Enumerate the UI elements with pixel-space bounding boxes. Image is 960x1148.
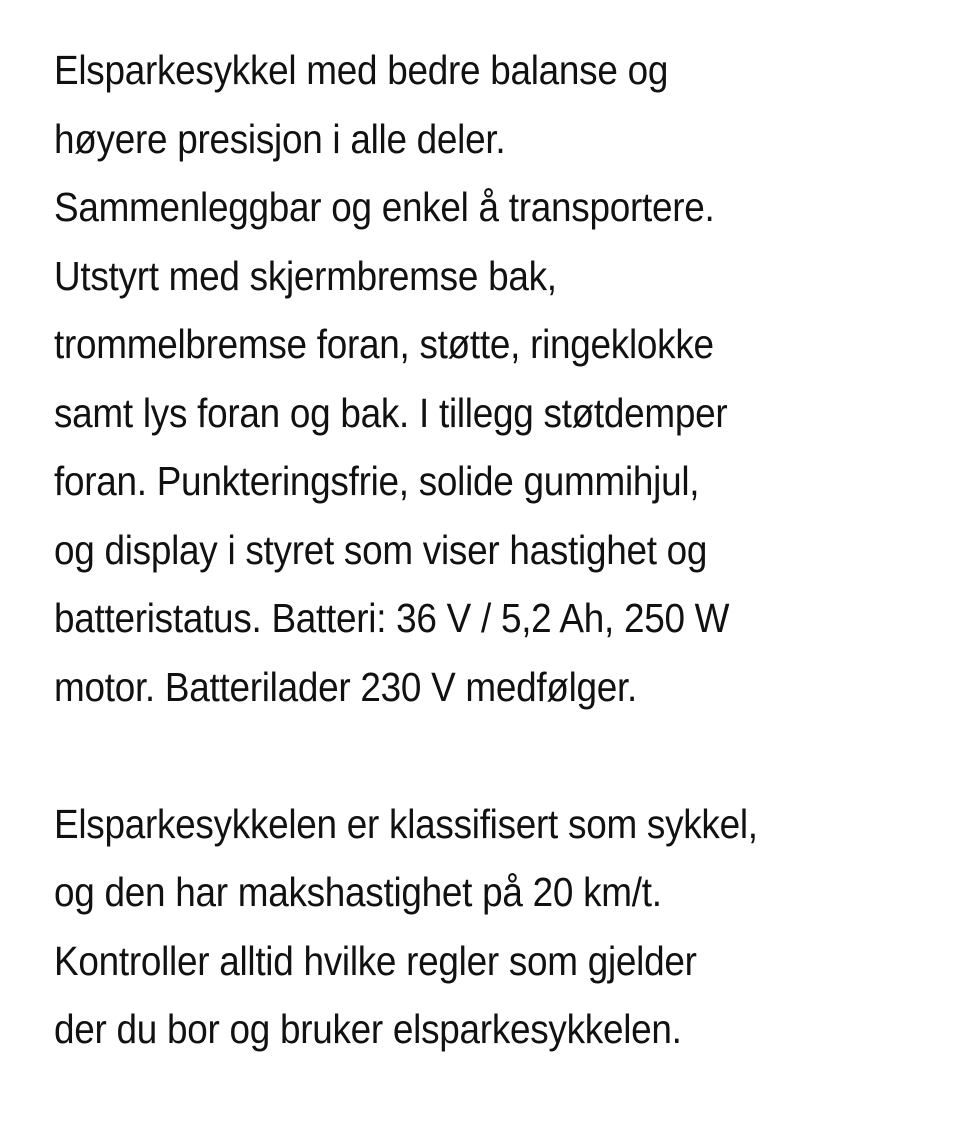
paragraph-spacer [54, 721, 954, 790]
text-line: og den har makshastighet på 20 km/t. [54, 869, 662, 915]
text-line: foran. Punkteringsfrie, solide gummihjul, [54, 458, 700, 504]
paragraph-product-features [54, 36, 954, 721]
text-line: Elsparkesykkelen er klassifisert som sykkel, [54, 800, 758, 847]
paragraph-legal-notice [54, 790, 954, 1064]
text-line: Sammenleggbar og enkel å transportere. [54, 184, 715, 230]
text-line: batteristatus. Batteri: 36 V / 5,2 Ah, 250 W [54, 595, 730, 641]
text-line: høyere presisjon i alle deler. [54, 115, 506, 162]
text-line: Kontroller alltid hvilke regler som gjelder [54, 937, 697, 984]
text-line: Elsparkesykkel med bedre balanse og [54, 47, 669, 93]
text-line: der du bor og bruker elsparkesykkelen. [54, 1006, 682, 1052]
text-line: og display i styret som viser hastighet og [54, 526, 708, 573]
product-description [54, 36, 954, 1064]
text-line: motor. Batterilader 230 V medfølger. [54, 663, 638, 710]
text-line: Utstyrt med skjermbremse bak, [54, 252, 557, 299]
text-line: trommelbremse foran, støtte, ringeklokke [54, 321, 714, 367]
text-line: samt lys foran og bak. I tillegg støtdemper [54, 389, 728, 436]
